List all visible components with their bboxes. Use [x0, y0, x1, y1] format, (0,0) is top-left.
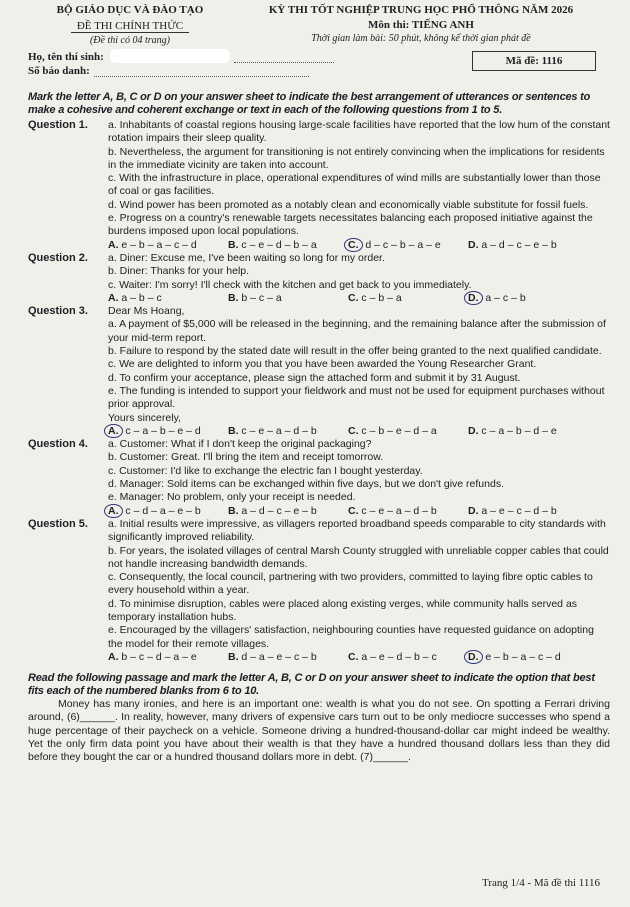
- option-a[interactable]: A. c – d – a – e – b: [108, 505, 228, 518]
- option-d[interactable]: D. e – b – a – c – d: [468, 651, 588, 664]
- pen-circle-mark: A.: [104, 424, 123, 438]
- pen-circle-mark: D.: [464, 291, 483, 305]
- letter-closing: Yours sincerely,: [108, 411, 181, 424]
- sentence-a: a. A payment of $5,000 will be released in the beginning, and the remaining balance after the submission of your mid-term report.: [108, 318, 606, 344]
- question-label: Question 2.: [28, 251, 88, 264]
- candidate-info: [28, 49, 610, 77]
- pen-circle-mark: D.: [464, 650, 483, 664]
- sentence-d: d. To confirm your acceptance, please sign the attached form and submit it by 31 August.: [108, 371, 521, 384]
- option-a[interactable]: A. e – b – a – c – d: [108, 238, 197, 251]
- sentence-e: e. The funding is intended to support your fieldwork and must not be used for equipment purchases without prior approval.: [108, 384, 605, 411]
- section2-instruction: Read the following passage and mark the letter A, B, C or D on your answer sheet to indicate the option that best fits each of the numbered blanks from 6 to 10.: [28, 672, 595, 698]
- option-c[interactable]: C. c – e – a – d – b: [348, 504, 437, 517]
- question-2: [28, 252, 610, 305]
- ministry-block: [28, 4, 232, 46]
- answer-options: [108, 505, 610, 518]
- option-c[interactable]: C. d – c – b – a – e: [348, 239, 468, 252]
- sentence-b: b. Nevertheless, the argument for transitioning is not entirely convincing when the implications for residents in the immediate vicinity are taken into account.: [108, 145, 605, 171]
- line-c: c. Customer: I'd like to exchange the electric fan I bought yesterday.: [108, 464, 423, 477]
- question-label: Question 5.: [28, 517, 88, 530]
- sentence-a: a. Inhabitants of coastal regions housing large-scale facilities have reported that the low hum of the constant rotation impairs their sleep quality.: [108, 119, 610, 145]
- option-c[interactable]: C. c – b – e – d – a: [348, 424, 437, 437]
- candidate-number-row: [28, 63, 334, 77]
- sentence-c: c. We are delighted to inform you that you have been awarded the Young Researcher Grant.: [108, 358, 537, 371]
- official-label: ĐỀ THI CHÍNH THỨC: [71, 20, 189, 33]
- subject-label: Môn thi: TIẾNG ANH: [368, 19, 474, 31]
- question-4: [28, 438, 610, 518]
- page-footer: Trang 1/4 - Mã đề thi 1116: [482, 877, 600, 889]
- line-e: e. Manager: No problem, only your receipt is needed.: [108, 491, 356, 504]
- redaction-mark: [110, 49, 230, 63]
- sentence-c: c. Consequently, the local council, partnering with two providers, committed to laying fibre optic cables to every household within a year.: [108, 571, 593, 597]
- pen-circle-mark: A.: [104, 504, 123, 518]
- exam-header: [28, 4, 610, 46]
- time-note: Thời gian làm bài: 50 phút, không kể thời gian phát đề: [311, 33, 531, 44]
- sentence-d: d. Wind power has been promoted as a notably clean and economically viable substitute for fossil fuels.: [108, 198, 589, 211]
- sentence-b: b. Failure to respond by the stated date will result in the offer being granted to the next qualified candidate.: [108, 345, 602, 358]
- option-d[interactable]: D. a – c – b: [468, 292, 588, 305]
- line-d: d. Manager: Sold items can be exchanged within five days, but we don't give refunds.: [108, 478, 504, 491]
- exam-title: KỲ THI TỐT NGHIỆP TRUNG HỌC PHỔ THÔNG NĂM 2026: [268, 4, 574, 16]
- ministry-name: BỘ GIÁO DỤC VÀ ĐÀO TẠO: [56, 4, 204, 16]
- option-a[interactable]: A. a – b – c: [108, 291, 162, 304]
- reading-passage: Money has many ironies, and here is an important one: wealth is what you do not see. On spotting a Ferrari driving around, (6)______. In reality, however, many drivers of expensive cars turn out to be only mediocre successes who spend a huge percentage of their paycheck on a vehicle. Someone driving a hundred-thousand-dollar car might indeed be wealthy. Yet the only firm data point you have about their wealth is that they have a hundred thousand dollars less than they did before they bought the car or a hundred thousand dollars more in debt. (7)______.: [28, 698, 610, 764]
- exam-code-box: Mã đề: 1116: [472, 51, 596, 71]
- option-b[interactable]: B. b – c – a: [228, 291, 282, 304]
- number-dotted-line: [94, 66, 309, 77]
- question-3: [28, 305, 610, 438]
- candidate-number-label: Số báo danh:: [28, 65, 90, 77]
- question-label: Question 4.: [28, 438, 88, 451]
- option-d[interactable]: D. a – e – c – d – b: [468, 504, 557, 517]
- candidate-name-label: Họ, tên thí sinh:: [28, 51, 104, 63]
- option-a[interactable]: A. b – c – d – a – e: [108, 650, 197, 663]
- option-b[interactable]: B. c – e – a – d – b: [228, 424, 317, 437]
- option-d[interactable]: D. a – d – c – e – b: [468, 238, 557, 251]
- question-label: Question 1.: [28, 119, 88, 131]
- sentence-a: a. Initial results were impressive, as villagers reported broadband speeds comparable to city standards with significantly improved reliability.: [108, 517, 606, 544]
- question-5: [28, 518, 610, 664]
- name-dotted-line: [234, 52, 334, 63]
- line-b: b. Diner: Thanks for your help.: [108, 265, 250, 278]
- line-a: a. Customer: What if I don't keep the original packaging?: [108, 438, 372, 451]
- sentence-b: b. For years, the isolated villages of central Marsh County struggled with unreliable copper cables that could not handle increasing bandwidth demands.: [108, 544, 609, 570]
- option-b[interactable]: B. d – a – e – c – b: [228, 650, 317, 663]
- sentence-e: e. Progress on a country's renewable targets necessitates balancing each proposed initiative against the burdens imposed upon local populations.: [108, 212, 593, 238]
- line-a: a. Diner: Excuse me, I've been waiting so long for my order.: [108, 251, 385, 264]
- option-c[interactable]: C. c – b – a: [348, 291, 402, 304]
- option-d[interactable]: D. c – a – b – d – e: [468, 424, 557, 437]
- exam-info-block: [232, 4, 610, 46]
- line-c: c. Waiter: I'm sorry! I'll check with the kitchen and get back to you immediately.: [108, 278, 472, 291]
- letter-greeting: Dear Ms Hoang,: [108, 305, 185, 318]
- answer-options: [108, 292, 610, 305]
- candidate-name-row: [28, 49, 334, 63]
- option-a[interactable]: A. c – a – b – e – d: [108, 425, 228, 438]
- question-label: Question 3.: [28, 305, 88, 318]
- option-b[interactable]: B. c – e – d – b – a: [228, 238, 317, 251]
- sentence-e: e. Encouraged by the villagers' satisfaction, neighbouring counties have requested guidance on adopting the model for their remote villages.: [108, 624, 594, 650]
- line-b: b. Customer: Great. I'll bring the item and receipt tomorrow.: [108, 451, 384, 464]
- sentence-c: c. With the infrastructure in place, operational expenditures of wind mills are substantially lower than those of coal or gas facilities.: [108, 172, 601, 198]
- question-1: [28, 119, 610, 252]
- page-count-note: (Đề thi có 04 trang): [89, 35, 170, 46]
- answer-options: [108, 651, 610, 664]
- answer-options: [108, 239, 610, 252]
- section1-instruction: Mark the letter A, B, C or D on your answer sheet to indicate the best arrangement of utterances or sentences to make a cohesive and coherent exchange or text in each of the following questions from 1 to 5.: [28, 91, 591, 116]
- option-c[interactable]: C. a – e – d – b – c: [348, 650, 437, 663]
- answer-options: [108, 425, 610, 438]
- pen-circle-mark: C.: [344, 238, 363, 252]
- sentence-d: d. To minimise disruption, cables were placed along existing verges, while community halls served as temporary installation hubs.: [108, 597, 578, 623]
- option-b[interactable]: B. a – d – c – e – b: [228, 504, 317, 517]
